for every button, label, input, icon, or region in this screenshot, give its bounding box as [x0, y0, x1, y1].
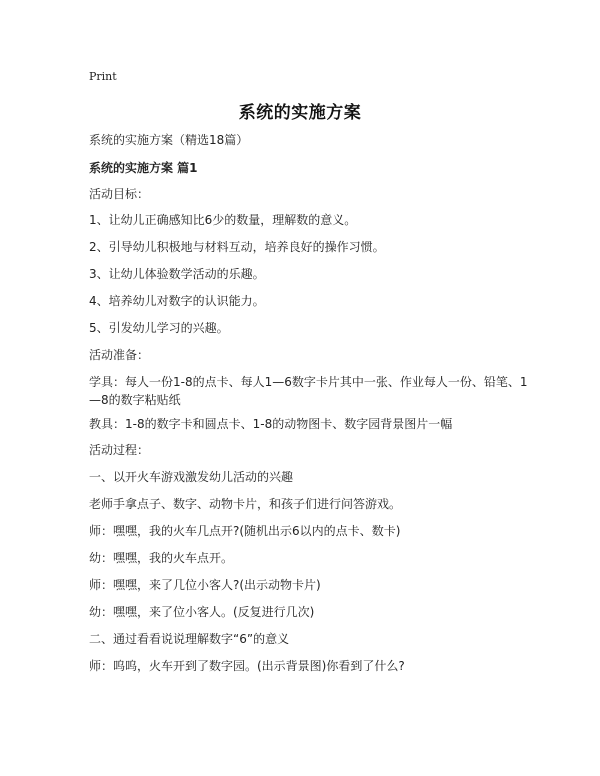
- section-heading: 系统的实施方案 篇1: [89, 161, 198, 175]
- paragraph-line: 教具：1-8的数字卡和圆点卡、1-8的动物图卡、数字园背景图片一幅: [89, 417, 453, 431]
- paragraph-line: 二、通过看看说说理解数字“6”的意义: [89, 632, 290, 646]
- paragraph-line: 幼：嘿嘿，我的火车点开。: [89, 551, 234, 565]
- paragraph-line: 活动准备：: [89, 348, 150, 362]
- paragraph-line: 活动目标：: [89, 187, 150, 201]
- paragraph-line: 师：呜呜，火车开到了数字园。(出示背景图)你看到了什么?: [89, 659, 405, 673]
- paragraph-line: 活动过程：: [89, 443, 150, 457]
- paragraph-line: 3、让幼儿体验数学活动的乐趣。: [89, 267, 265, 281]
- paragraph-line: 幼：嘿嘿，来了位小客人。(反复进行几次): [89, 605, 315, 619]
- paragraph-line: 老师手拿点子、数字、动物卡片，和孩子们进行问答游戏。: [89, 497, 402, 511]
- paragraph-line: 4、培养幼儿对数字的认识能力。: [89, 294, 265, 308]
- print-label: Print: [89, 70, 117, 83]
- paragraph-line: 师：嘿嘿，我的火车几点开?(随机出示6以内的点卡、数卡): [89, 524, 401, 538]
- paragraph-line: 1、让幼儿正确感知比6少的数量，理解数的意义。: [89, 213, 357, 227]
- paragraph-line: 师：嘿嘿，来了几位小客人?(出示动物卡片): [89, 578, 321, 592]
- document-title: 系统的实施方案: [238, 103, 362, 123]
- subtitle-line: 系统的实施方案（精选18篇）: [89, 133, 249, 147]
- paragraph-line: 学具：每人一份1-8的点卡、每人1—6数字卡片其中一张、作业每人一份、铅笔、1—8的数字粘贴纸: [89, 375, 528, 407]
- paragraph-line: 一、以开火车游戏激发幼儿活动的兴趣: [89, 470, 294, 484]
- paragraph-line: 5、引发幼儿学习的兴趣。: [89, 321, 229, 335]
- paragraph-line: 2、引导幼儿积极地与材料互动，培养良好的操作习惯。: [89, 240, 385, 254]
